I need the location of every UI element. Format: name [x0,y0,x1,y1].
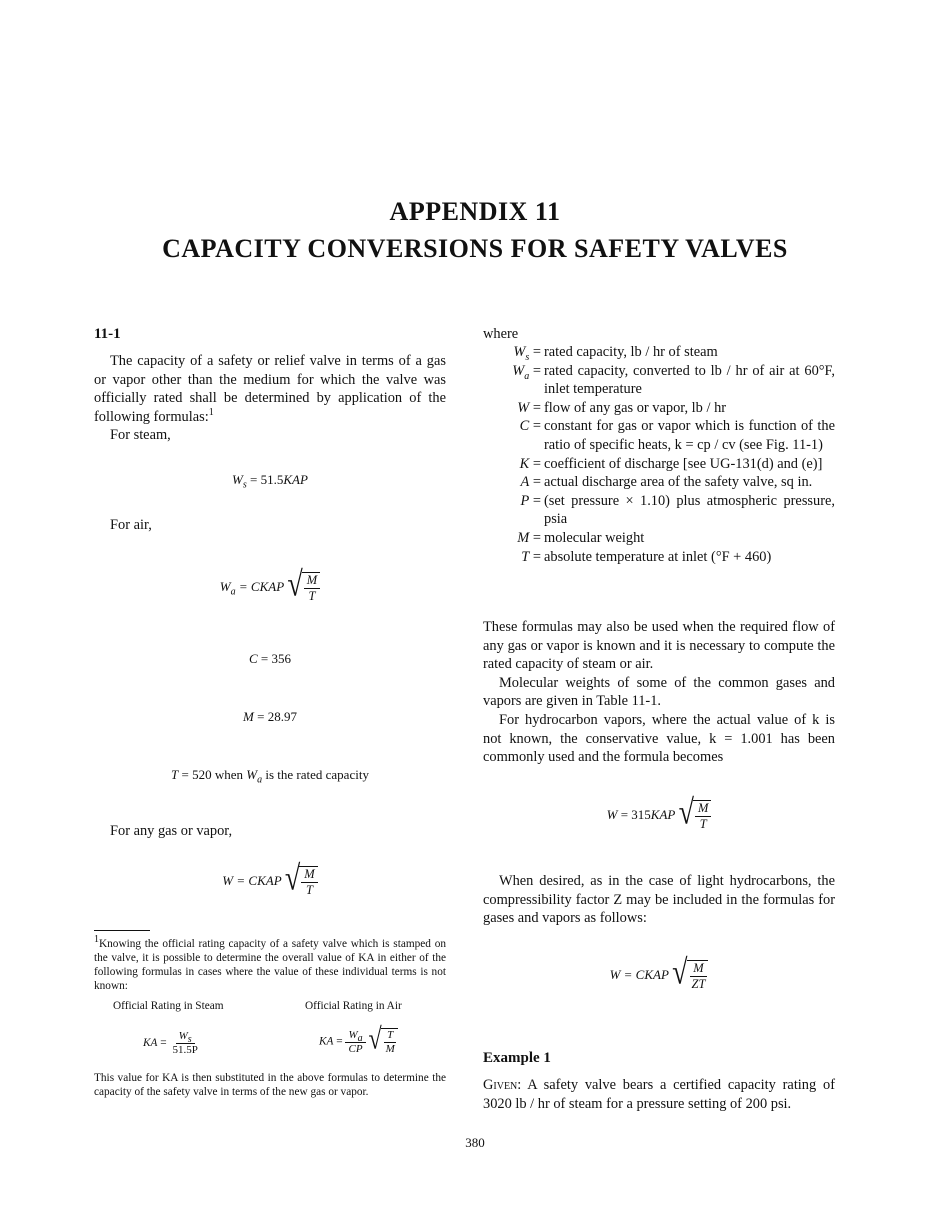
definition-text: absolute temperature at inlet (°F + 460) [544,548,772,565]
definition-symbol: $W_a$ = [512,362,541,382]
for-any-gas-label: For any gas or vapor, [110,823,233,839]
definition-row [483,417,835,454]
equation-any-gas: W = CKAP √ $\frac{M}{T}$ [94,866,446,898]
section-label: 11-1 [94,326,121,342]
definition-symbol: M = [517,529,541,546]
for-air-label: For air, [110,517,152,533]
paragraph-hydrocarbon: For hydrocarbon vapors, where the actual value of k is not known, the conservative value, k = 1.001 has been commonly used and the formula becomes [483,711,835,766]
footnote-label-steam: Official Rating in Steam [113,1000,224,1012]
equation-compressibility: W = CKAP √ $\frac{M}{ZT}$ [483,960,835,992]
definitions-list [483,343,835,566]
definition-row [483,492,835,529]
definition-row [483,455,835,474]
equation-air: $W_a$ = CKAP √ $\frac{M}{T}$ [94,572,446,604]
definition-text: molecular weight [544,529,645,546]
definition-symbol: A = [520,474,541,491]
paragraph-molecular-weights: Molecular weights of some of the common gases and vapors are given in Table 11-1. [483,674,835,710]
where-label: where [483,326,519,342]
definition-text: (set pressure × 1.10) plus atmospheric pressure, psia [544,492,835,528]
page-title: CAPACITY CONVERSIONS FOR SAFETY VALVES [162,234,788,263]
footnote-eq-air: KA = $\frac{W_a}{CP}$ √ $\frac{T}{M}$ [319,1028,398,1056]
footnote-label-air: Official Rating in Air [305,1000,402,1012]
definition-symbol: C = [519,418,541,435]
definition-text: coefficient of discharge [see UG-131(d) and (e)] [544,455,823,472]
sqrt-m-over-t: √ $\frac{M}{T}$ [287,572,320,604]
equation-hydrocarbon: W = 315KAP √ $\frac{M}{T}$ [483,800,835,832]
footnote-rule [94,930,150,931]
definition-row [483,529,835,548]
equation-t: T = 520 when $W_a$ is the rated capacity [171,767,369,786]
intro-paragraph [94,352,446,445]
body-paragraphs [483,618,835,767]
definition-row [483,343,835,362]
for-steam-label: For steam, [110,427,171,444]
appendix-label: APPENDIX 11 [389,197,561,226]
definition-text: actual discharge area of the safety valve, sq in. [544,474,813,491]
footnote-closing: This value for KA is then substituted in the above formulas to determine the capacity of the safety valve in terms of the new gas or vapor. [94,1072,446,1098]
equation-c: C = 356 [248,651,291,666]
definition-symbol: W = [517,399,541,416]
sqrt-m-over-t-any: √ $\frac{M}{T}$ [285,866,318,898]
definition-row [483,399,835,418]
example-title: Example 1 [483,1050,551,1066]
definition-text: constant for gas or vapor which is function of the ratio of specific heats, k = cp / cv (see Fig. 11-1) [544,418,835,453]
paragraph-compressibility: When desired, as in the case of light hydrocarbons, the compressibility factor Z may be included in the formulas for gases and vapors as follows: [483,873,835,927]
example-given [483,1076,835,1113]
definition-symbol: P = [520,492,541,509]
given-text: : A safety valve bears a certified capacity rating of 3020 lb / hr of steam for a pressure setting of 200 psi. [483,1077,835,1112]
page-number: 380 [465,1135,485,1150]
definition-text: rated capacity, converted to lb / hr of air at 60°F, inlet temperature [544,362,835,398]
definition-text: rated capacity, lb / hr of steam [544,344,718,360]
footnote-text: $^1$Knowing the official rating capacity of a safety valve which is stamped on the valve, it is possible to determine the overall value of KA in either of the following formulas in cases where the value of these individual terms is not known: [94,934,446,992]
definition-text: flow of any gas or vapor, lb / hr [544,399,727,416]
footnote-ref: 1 [208,406,214,418]
definition-symbol: $W_s$ = [513,344,541,363]
footnote-eq-steam: KA = $\frac{W_s}{51.5P}$ [143,1030,198,1056]
definition-row [483,473,835,492]
equation-m: M = 28.97 [243,709,297,724]
definition-row [483,362,835,399]
definition-row [483,548,835,567]
definition-symbol: K = [519,455,541,472]
paragraph-formulas-usage: These formulas may also be used when the required flow of any gas or vapor is known and it is necessary to compute the rated capacity of steam or air. [483,619,835,673]
given-label: Given [483,1077,518,1093]
intro-text: The capacity of a safety or relief valve in terms of a gas or vapor other than the medium for which the valve was officially rated shall be determined by application of the following formulas: [94,353,446,425]
equation-steam: $W_s = 51.5KAP$ [232,472,308,491]
definition-symbol: T = [521,548,541,565]
